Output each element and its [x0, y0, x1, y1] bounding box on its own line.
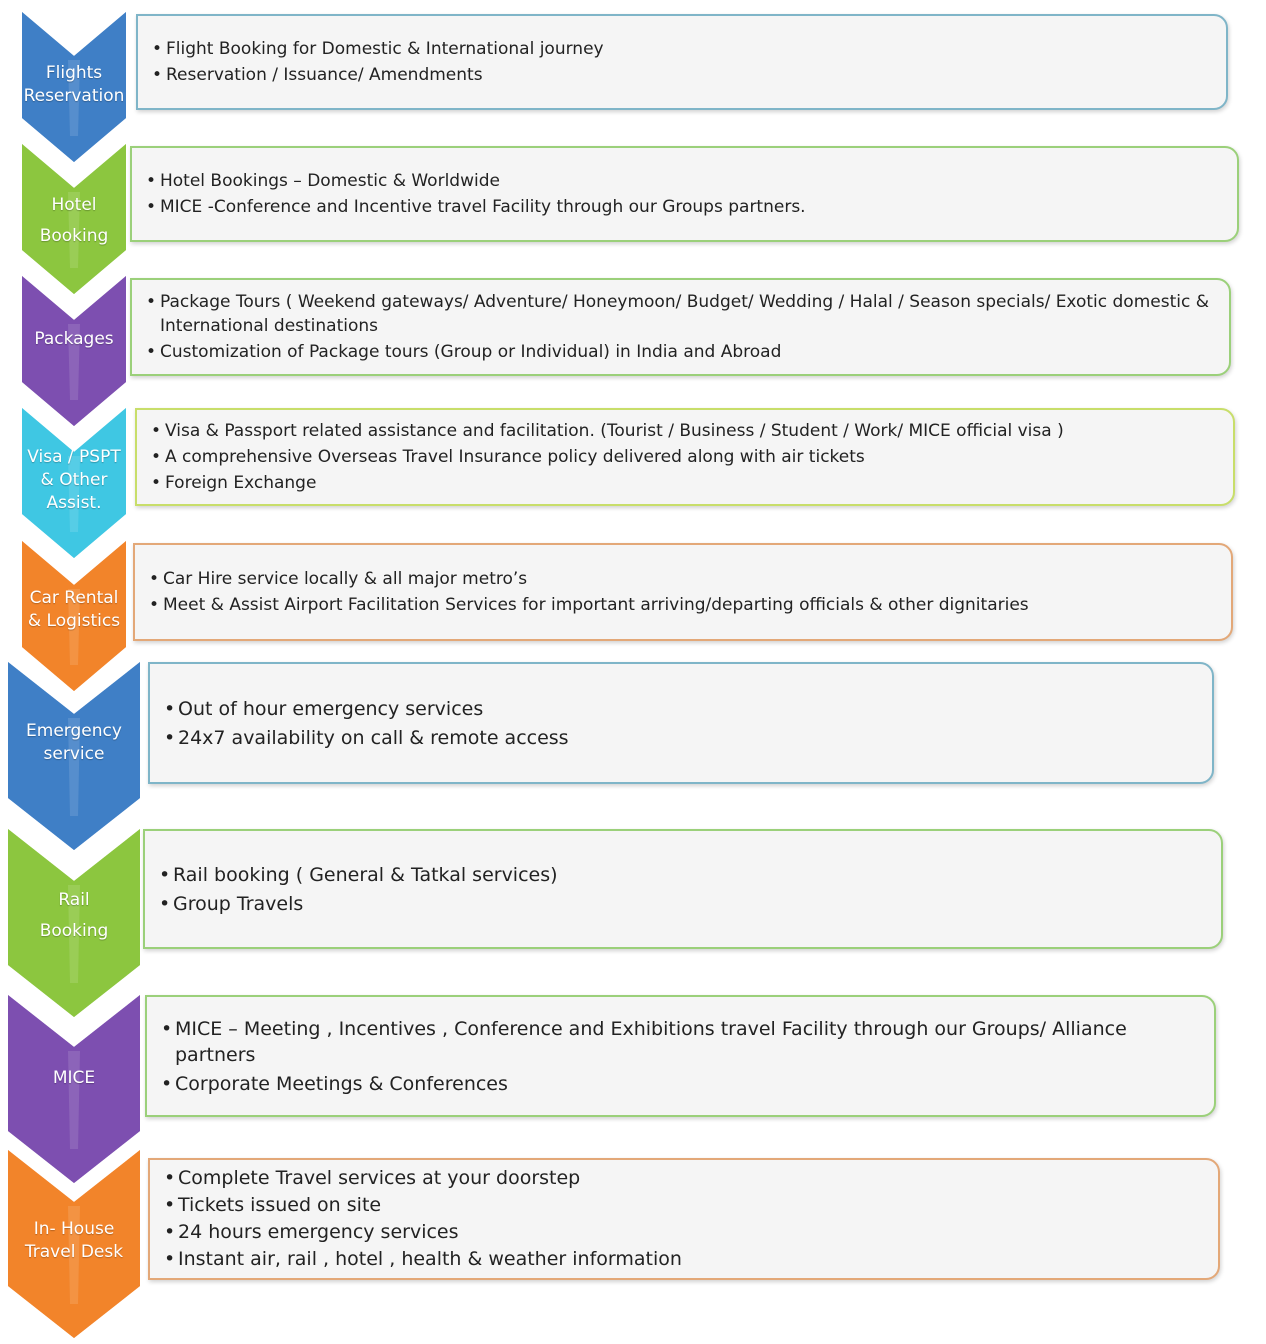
- chevron-label-visa: [22, 446, 126, 515]
- bullet-list: [138, 35, 616, 89]
- bullet-item: • Corporate Meetings & Conferences: [159, 1071, 1202, 1097]
- chevron-label-hotel: [22, 190, 126, 252]
- chevron-label-line: MICE: [52, 1068, 96, 1088]
- description-box-packages: [130, 278, 1231, 376]
- description-box-flights: [136, 14, 1228, 110]
- bullet-item: • 24x7 availability on call & remote access: [162, 725, 569, 751]
- chevron-label-line: Reservation: [23, 86, 125, 106]
- description-box-emergency: [148, 662, 1214, 784]
- chevron-label-packages: [22, 328, 126, 351]
- bullet-item: • Hotel Bookings – Domestic & Worldwide: [144, 169, 806, 193]
- bullet-item: • MICE – Meeting , Incentives , Conference and Exhibitions travel Facility through our Groups/ Alliance partners: [159, 1016, 1202, 1068]
- bullet-item: • Car Hire service locally & all major metro’s: [147, 567, 1029, 591]
- section-packages: [0, 276, 1266, 426]
- bullet-list: [150, 693, 581, 754]
- chevron-packages: [22, 276, 126, 426]
- chevron-label-line: Car Rental: [29, 588, 119, 608]
- chevron-label-line: Hotel: [51, 195, 97, 215]
- bullet-item: • Meet & Assist Airport Facilitation Services for important arriving/departing officials & other dignitaries: [147, 593, 1029, 617]
- bullet-item: • MICE -Conference and Incentive travel Facility through our Groups partners.: [144, 195, 806, 219]
- chevron-label-line: Booking: [39, 921, 109, 941]
- chevron-label-line: & Other: [40, 470, 108, 490]
- bullet-list: [132, 288, 1229, 366]
- section-visa: [0, 408, 1266, 558]
- bullet-item: • 24 hours emergency services: [162, 1220, 682, 1245]
- chevron-label-line: Visa / PSPT: [27, 447, 121, 467]
- chevron-label-line: Booking: [39, 226, 109, 246]
- section-rail: [0, 829, 1266, 1017]
- bullet-item: • Group Travels: [157, 891, 558, 917]
- bullet-item: • Foreign Exchange: [149, 471, 1064, 495]
- chevron-label-flights: [22, 62, 126, 108]
- description-box-hotel: [130, 146, 1239, 242]
- chevron-label-line: Emergency: [26, 721, 122, 741]
- bullet-item: • A comprehensive Overseas Travel Insurance policy delivered along with air tickets: [149, 445, 1064, 469]
- chevron-label-line: Assist.: [46, 493, 102, 513]
- description-box-rail: [143, 829, 1223, 949]
- chevron-label-line: Flights: [45, 63, 103, 83]
- chevron-label-line: Travel Desk: [24, 1242, 124, 1262]
- bullet-item: • Out of hour emergency services: [162, 696, 569, 722]
- bullet-list: [137, 417, 1076, 497]
- chevron-label-rail: [8, 885, 140, 947]
- chevron-label-line: In- House: [33, 1219, 115, 1239]
- description-box-car-rental: [133, 543, 1233, 641]
- bullet-item: • Reservation / Issuance/ Amendments: [150, 63, 604, 87]
- chevron-label-line: Rail: [58, 890, 90, 910]
- bullet-list: [147, 1013, 1214, 1100]
- chevron-label-in-house: [8, 1218, 140, 1264]
- bullet-item: • Instant air, rail , hotel , health & weather information: [162, 1247, 682, 1272]
- description-box-mice: [145, 995, 1216, 1117]
- description-box-visa: [135, 408, 1235, 506]
- chevron-label-line: service: [43, 744, 105, 764]
- bullet-item: • Complete Travel services at your doorstep: [162, 1166, 682, 1191]
- section-in-house: [0, 1150, 1266, 1338]
- bullet-list: [135, 565, 1041, 619]
- bullet-item: • Customization of Package tours (Group or Individual) in India and Abroad: [144, 340, 1217, 364]
- section-hotel: [0, 144, 1266, 294]
- chevron-label-line: Packages: [34, 329, 114, 349]
- bullet-item: • Tickets issued on site: [162, 1193, 682, 1218]
- bullet-item: • Package Tours ( Weekend gateways/ Adventure/ Honeymoon/ Budget/ Wedding / Halal / Season specials/ Exotic domestic & International destinations: [144, 290, 1217, 338]
- bullet-item: • Flight Booking for Domestic & International journey: [150, 37, 604, 61]
- bullet-list: [145, 859, 570, 920]
- section-emergency: [0, 662, 1266, 850]
- chevron-label-line: & Logistics: [27, 611, 121, 631]
- chevron-label-car-rental: [22, 587, 126, 633]
- bullet-list: [150, 1164, 694, 1274]
- chevron-label-emergency: [8, 720, 140, 766]
- section-flights: [0, 12, 1266, 162]
- bullet-item: • Visa & Passport related assistance and facilitation. (Tourist / Business / Student / Work/ MICE official visa ): [149, 419, 1064, 443]
- description-box-in-house: [148, 1158, 1220, 1280]
- bullet-list: [132, 167, 818, 221]
- bullet-item: • Rail booking ( General & Tatkal services): [157, 862, 558, 888]
- chevron-label-mice: [8, 1067, 140, 1090]
